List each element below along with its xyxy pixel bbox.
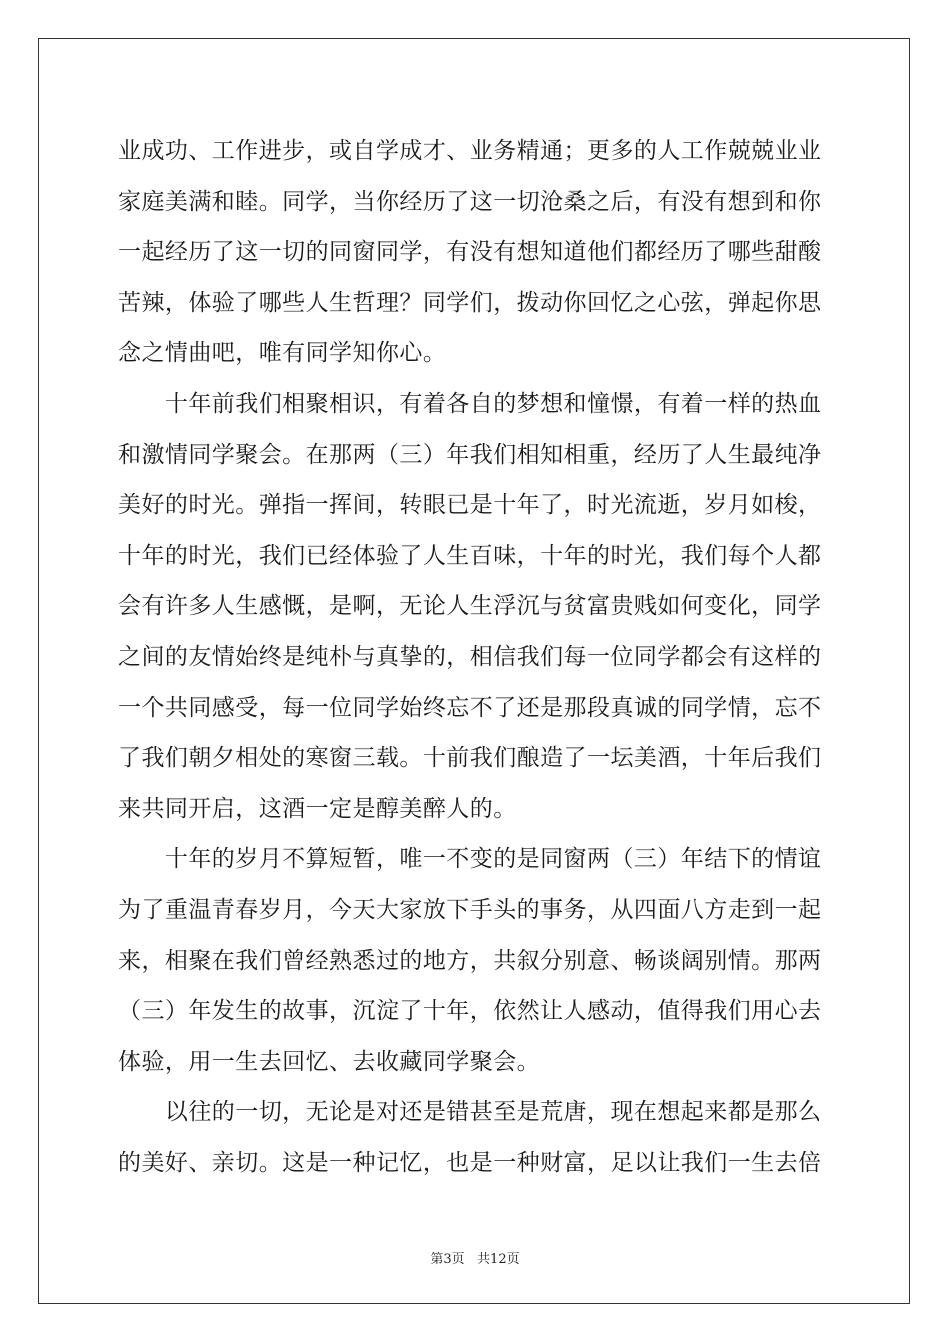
document-body xyxy=(118,126,836,1188)
text-line: 一起经历了这一切的同窗同学，有没有想知道他们都经历了哪些甜酸 xyxy=(118,239,822,266)
text-line: （三）年发生的故事，沉淀了十年，依然让人感动，值得我们用心去 xyxy=(118,998,822,1025)
text-line: 会有许多人生感慨，是啊，无论人生浮沉与贫富贵贱如何变化，同学 xyxy=(118,593,822,620)
page-number-footer: 第3页 共12页 xyxy=(430,1252,520,1267)
text-line: 了我们朝夕相处的寒窗三载。十前我们酿造了一坛美酒，十年后我们 xyxy=(118,745,822,772)
text-line: 来，相聚在我们曾经熟悉过的地方，共叙分别意、畅谈阔别情。那两 xyxy=(118,947,822,974)
text-line: 体验，用一生去回忆、去收藏同学聚会。 xyxy=(118,1048,541,1075)
text-line: 的美好、亲切。这是一种记忆，也是一种财富，足以让我们一生去倍 xyxy=(118,1149,822,1176)
text-line: 美好的时光。弹指一挥间，转眼已是十年了，时光流逝，岁月如梭， xyxy=(118,492,822,519)
text-line: 以往的一切，无论是对还是错甚至是荒唐，现在想起来都是那么 xyxy=(118,1099,822,1126)
text-line: 业成功、工作进步，或自学成才、业务精通；更多的人工作兢兢业业 xyxy=(118,138,822,164)
text-line: 和激情同学聚会。在那两（三）年我们相知相重，经历了人生最纯净 xyxy=(118,441,822,468)
text-line: 之间的友情始终是纯朴与真挚的，相信我们每一位同学都会有这样的 xyxy=(118,643,822,670)
text-line: 来共同开启，这酒一定是醇美醉人的。 xyxy=(118,795,517,822)
text-line: 一个共同感受，每一位同学始终忘不了还是那段真诚的同学情，忘不 xyxy=(118,694,822,721)
text-line: 为了重温青春岁月，今天大家放下手头的事务，从四面八方走到一起 xyxy=(118,896,822,923)
text-line: 家庭美满和睦。同学，当你经历了这一切沧桑之后，有没有想到和你 xyxy=(118,188,822,215)
text-line: 十年的岁月不算短暂，唯一不变的是同窗两（三）年结下的情谊 xyxy=(118,846,822,873)
text-line: 十年前我们相聚相识，有着各自的梦想和憧憬，有着一样的热血 xyxy=(118,390,822,417)
text-line: 十年的时光，我们已经体验了人生百味，十年的时光，我们每个人都 xyxy=(118,542,822,569)
text-line: 苦辣，体验了哪些人生哲理？同学们，拨动你回忆之心弦，弹起你思 xyxy=(118,289,822,316)
text-line: 念之情曲吧，唯有同学知你心。 xyxy=(118,340,447,367)
